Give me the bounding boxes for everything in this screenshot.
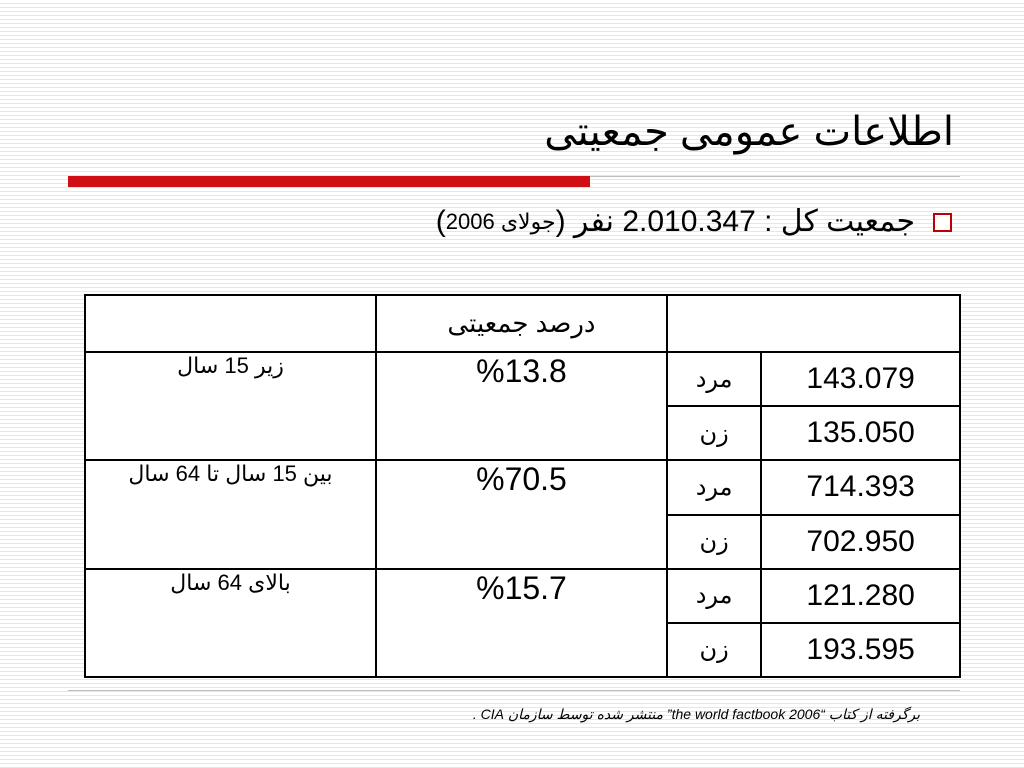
table-header-row [85,295,960,352]
source-footnote: برگرفته از کتاب “the world factbook 2006” منتشر شده توسط سازمان CIA . [472,706,920,722]
percent-header-cell: درصد جمعیتی [376,295,667,352]
table-row [85,352,960,406]
total-population-bullet [436,204,952,240]
footer-divider [68,690,960,691]
count-cell: 193.595 [761,623,960,677]
sex-cell: مرد [667,460,761,514]
empty-header-cell [85,295,376,352]
count-cell: 143.079 [761,352,960,406]
age-group-cell: زیر 15 سال [85,352,376,460]
table-row [85,569,960,623]
population-table [84,294,961,678]
age-group-cell: بین 15 سال تا 64 سال [85,460,376,568]
percent-cell: %15.7 [376,569,667,677]
page-title: اطلاعات عمومی جمعیتی [544,110,954,154]
title-accent-bar [68,176,590,187]
sex-cell: زن [667,623,761,677]
population-date: جولای 2006 [445,208,556,234]
sex-cell: زن [667,515,761,569]
percent-cell: %13.8 [376,352,667,460]
count-cell: 714.393 [761,460,960,514]
square-bullet-icon [933,213,952,232]
count-cell: 702.950 [761,515,960,569]
closing-parenthesis: ) [435,205,446,238]
table-row [85,460,960,514]
age-group-cell: بالای 64 سال [85,569,376,677]
count-cell: 135.050 [761,406,960,460]
sex-cell: مرد [667,352,761,406]
empty-header-cell [667,295,960,352]
percent-cell: %70.5 [376,460,667,568]
sex-cell: زن [667,406,761,460]
title-divider [590,176,960,177]
total-population-text: جمعیت کل : 2.010.347 نفر ( [555,205,915,238]
count-cell: 121.280 [761,569,960,623]
sex-cell: مرد [667,569,761,623]
